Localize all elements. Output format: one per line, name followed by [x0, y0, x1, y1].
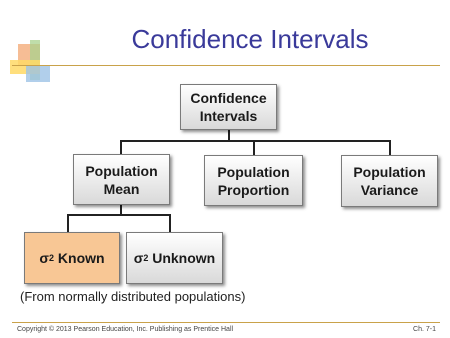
footer-divider [12, 322, 440, 323]
decorative-logo [8, 40, 54, 84]
copyright-text: Copyright © 2013 Pearson Education, Inc. Publishing as Prentice Hall [17, 326, 234, 333]
diagram-caption: (From normally distributed populations) [20, 289, 246, 304]
sigma-symbol: σ [39, 250, 49, 266]
connector-to-mean [120, 140, 122, 154]
connector-to-proportion [253, 140, 255, 155]
unknown-label: Unknown [148, 250, 216, 266]
sigma-symbol: σ [133, 250, 144, 266]
slide-title: Confidence Intervals [131, 24, 369, 54]
connector-to-known [67, 214, 69, 232]
known-label: Known [54, 250, 105, 266]
connector-to-variance [389, 140, 391, 155]
connector-top-horizontal [120, 140, 391, 142]
node-sigma-known: σ 2 Known [24, 232, 120, 284]
node-sigma-unknown: σ 2 Unknown [126, 232, 223, 284]
connector-bottom-horizontal [67, 214, 171, 216]
connector-to-unknown [169, 214, 171, 232]
node-population-variance: Population Variance [341, 155, 438, 207]
node-population-proportion: Population Proportion [204, 155, 303, 206]
node-population-mean: Population Mean [73, 154, 170, 205]
slide-number: Ch. 7-1 [413, 326, 436, 333]
title-divider [12, 65, 440, 66]
node-confidence-intervals: Confidence Intervals [180, 84, 277, 130]
